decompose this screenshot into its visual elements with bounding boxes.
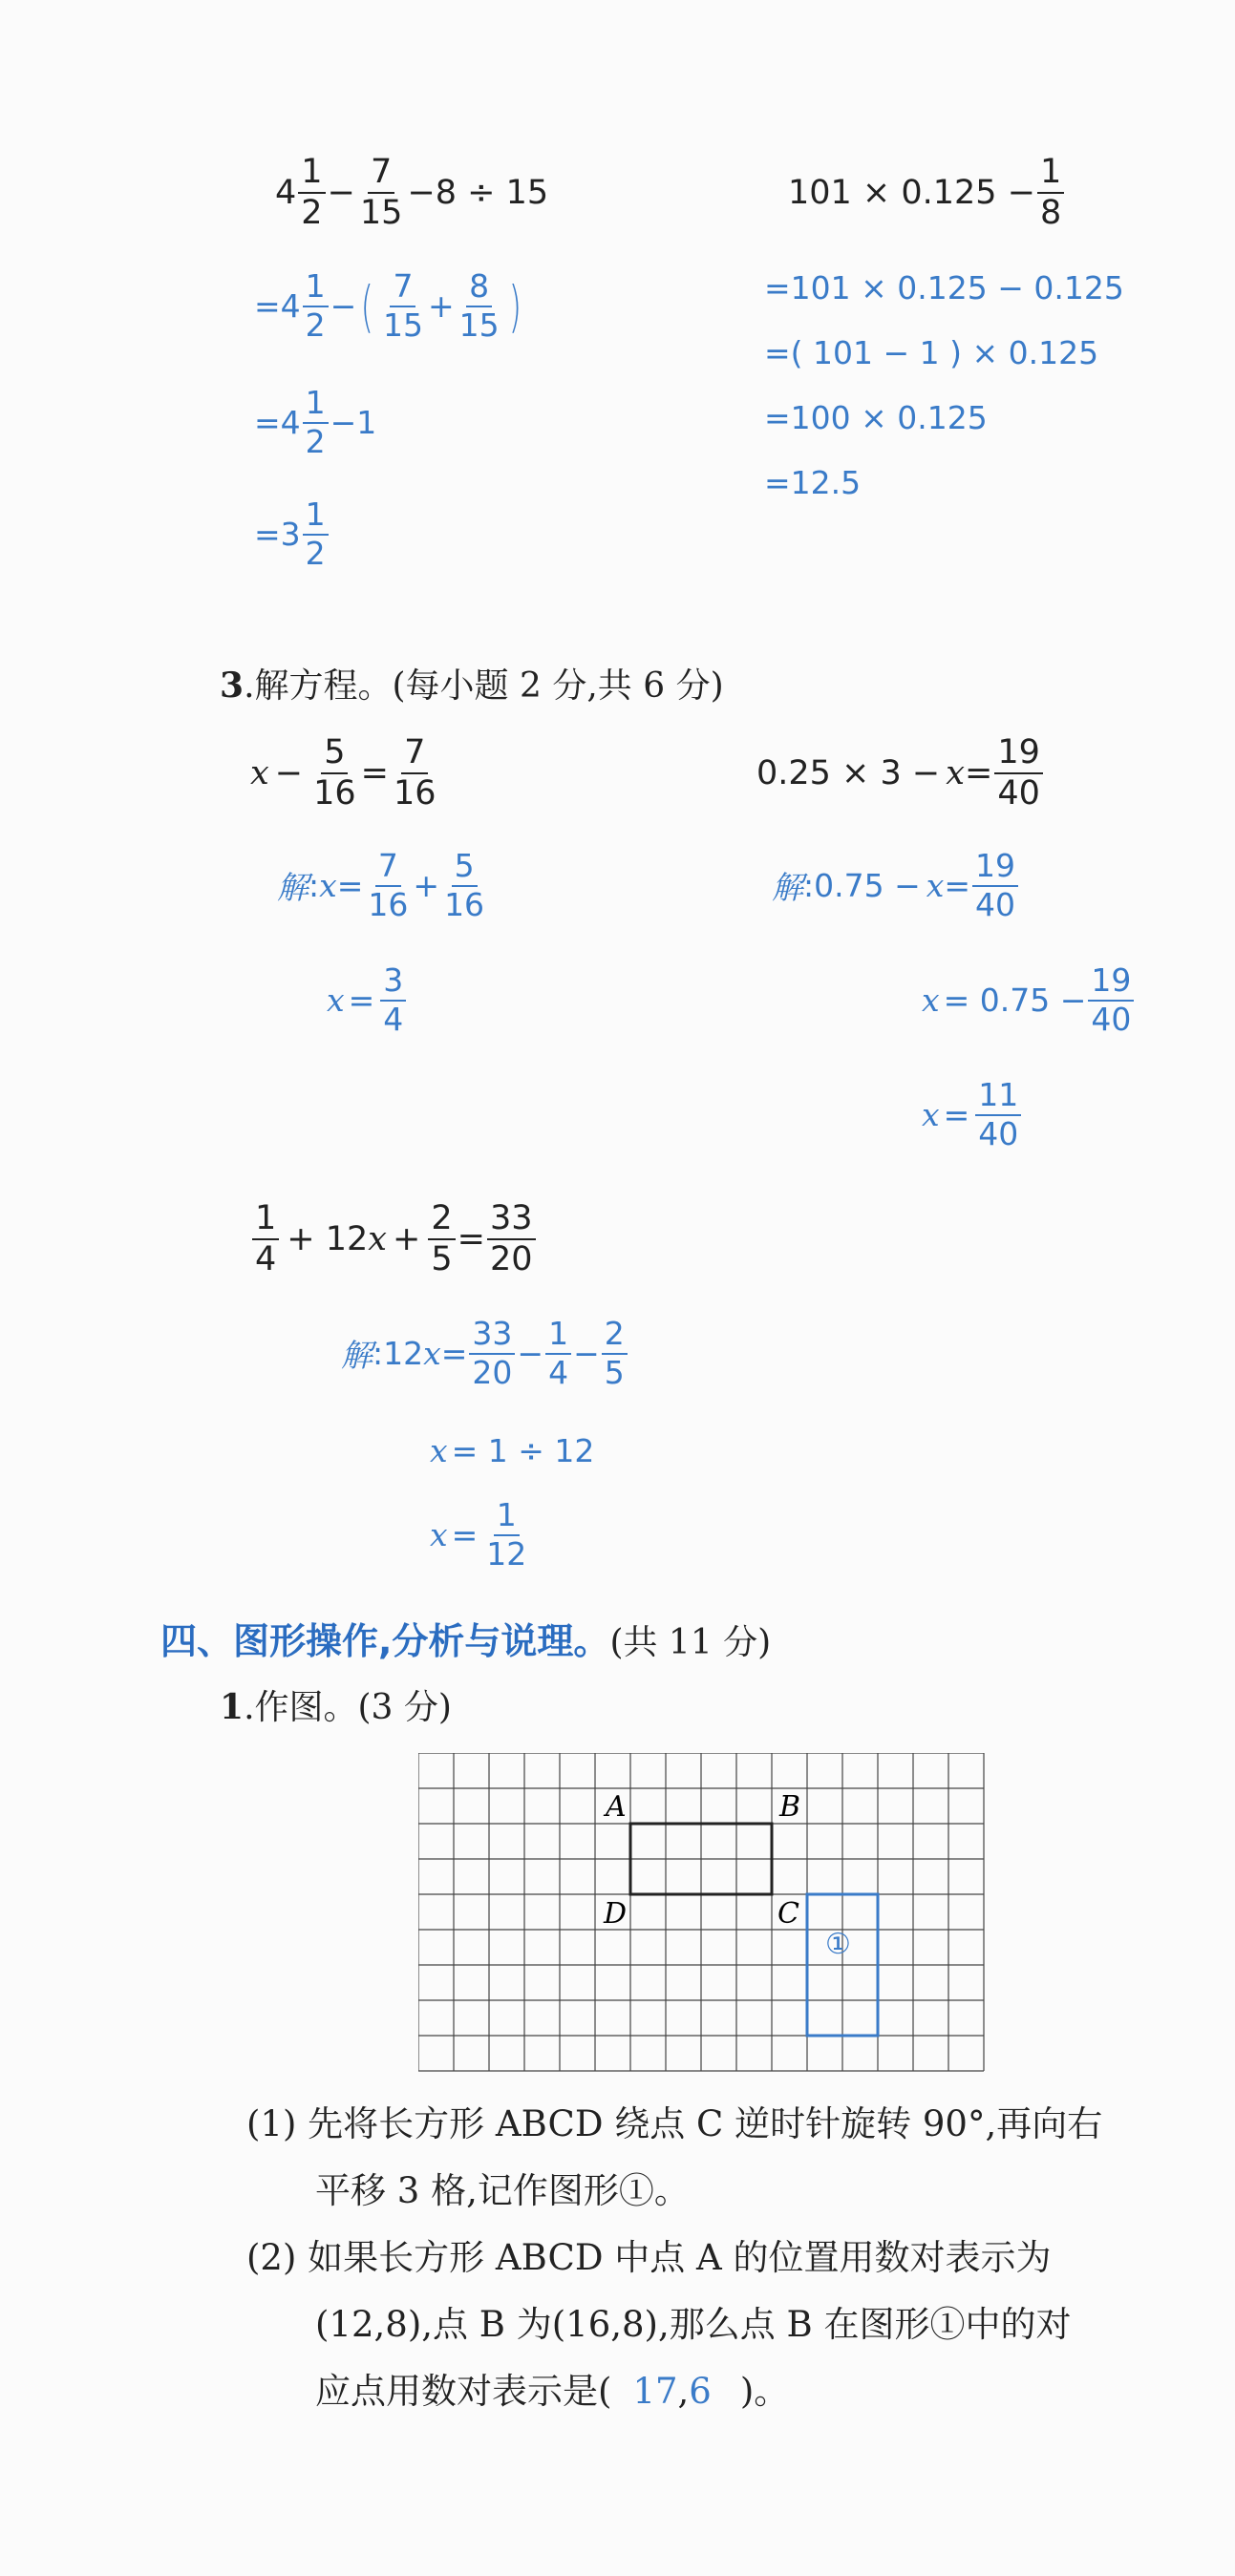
item1-line1: (1) 先将长方形 ABCD 绕点 C 逆时针旋转 90°,再向右 [246, 2103, 1103, 2144]
eq1-step1: 解 : x = $\frac{7}{16}$ + $\frac{5}{16}$ [277, 847, 485, 923]
eq2-problem: 0.25 × 3 − x = $\frac{19}{40}$ [756, 735, 1045, 812]
calc-left-step3: =3 $\frac{1}{2}$ [254, 498, 330, 570]
eq2-step2: x = 0.75 − $\frac{19}{40}$ [922, 964, 1136, 1036]
grid-lines [418, 1753, 984, 2071]
calc-right-step1: =101 × 0.125 − 0.125 [764, 269, 1124, 306]
calc-right-problem: 101 × 0.125 − $\frac{1}{8}$ [788, 155, 1066, 231]
answer-y: 6 [689, 2371, 712, 2412]
label-b: B [779, 1790, 801, 1824]
label-d: D [604, 1897, 628, 1931]
item1-line2: 平移 3 格,记作图形①。 [315, 2170, 690, 2211]
eq2-step1: 解 : 0.75 − x = $\frac{19}{40}$ [772, 850, 1020, 921]
section4-heading: 四、图形操作,分析与说理。(共 11 分) [160, 1620, 772, 1662]
eq3-step3: x = $\frac{1}{12}$ [430, 1496, 527, 1573]
eq1-problem: x − $\frac{5}{16}$ = $\frac{7}{16}$ [250, 733, 437, 813]
label-c: C [777, 1897, 799, 1931]
calc-right-step2: =( 101 − 1 ) × 0.125 [764, 334, 1099, 371]
eq3-step2: x = 1 ÷ 12 [430, 1432, 595, 1469]
item2-line2: (12,8),点 B 为(16,8),那么点 B 在图形①中的对 [315, 2304, 1072, 2345]
answer-x: 17 [632, 2371, 678, 2412]
item2-line1: (2) 如果长方形 ABCD 中点 A 的位置用数对表示为 [246, 2237, 1052, 2278]
label-a: A [606, 1790, 627, 1824]
section4-q1-heading: 1.作图。(3 分) [220, 1687, 452, 1727]
item2-line3: 应点用数对表示是( 17,6 )。 [315, 2371, 790, 2412]
eq3-problem: $\frac{1}{4}$ + 12 x + $\frac{2}{5}$ = $\frac{33}{20}$ [250, 1201, 538, 1277]
eq2-step3: x = $\frac{11}{40}$ [922, 1079, 1023, 1151]
label-figure-1: ① [825, 1928, 851, 1961]
eq1-step2: x = $\frac{3}{4}$ [327, 964, 408, 1036]
calc-left-step1: =4 $\frac{1}{2}$ − ( $\frac{7}{15}$ + $\frac{8}{15}$ ) [254, 267, 522, 344]
calc-left-problem: 4 $\frac{1}{2}$ − $\frac{7}{15}$ −8 ÷ 15 [275, 153, 549, 232]
calc-right-step4: =12.5 [764, 464, 862, 501]
calc-right-step3: =100 × 0.125 [764, 399, 988, 436]
section3-heading: 3.解方程。(每小题 2 分,共 6 分) [220, 665, 724, 706]
calc-left-step2: =4 $\frac{1}{2}$ −1 [254, 384, 377, 460]
grid-figure [418, 1753, 988, 2074]
eq3-step1: 解 : 12 x = $\frac{33}{20}$ − $\frac{1}{4}$ − $\frac{2}{5}$ [341, 1318, 629, 1389]
